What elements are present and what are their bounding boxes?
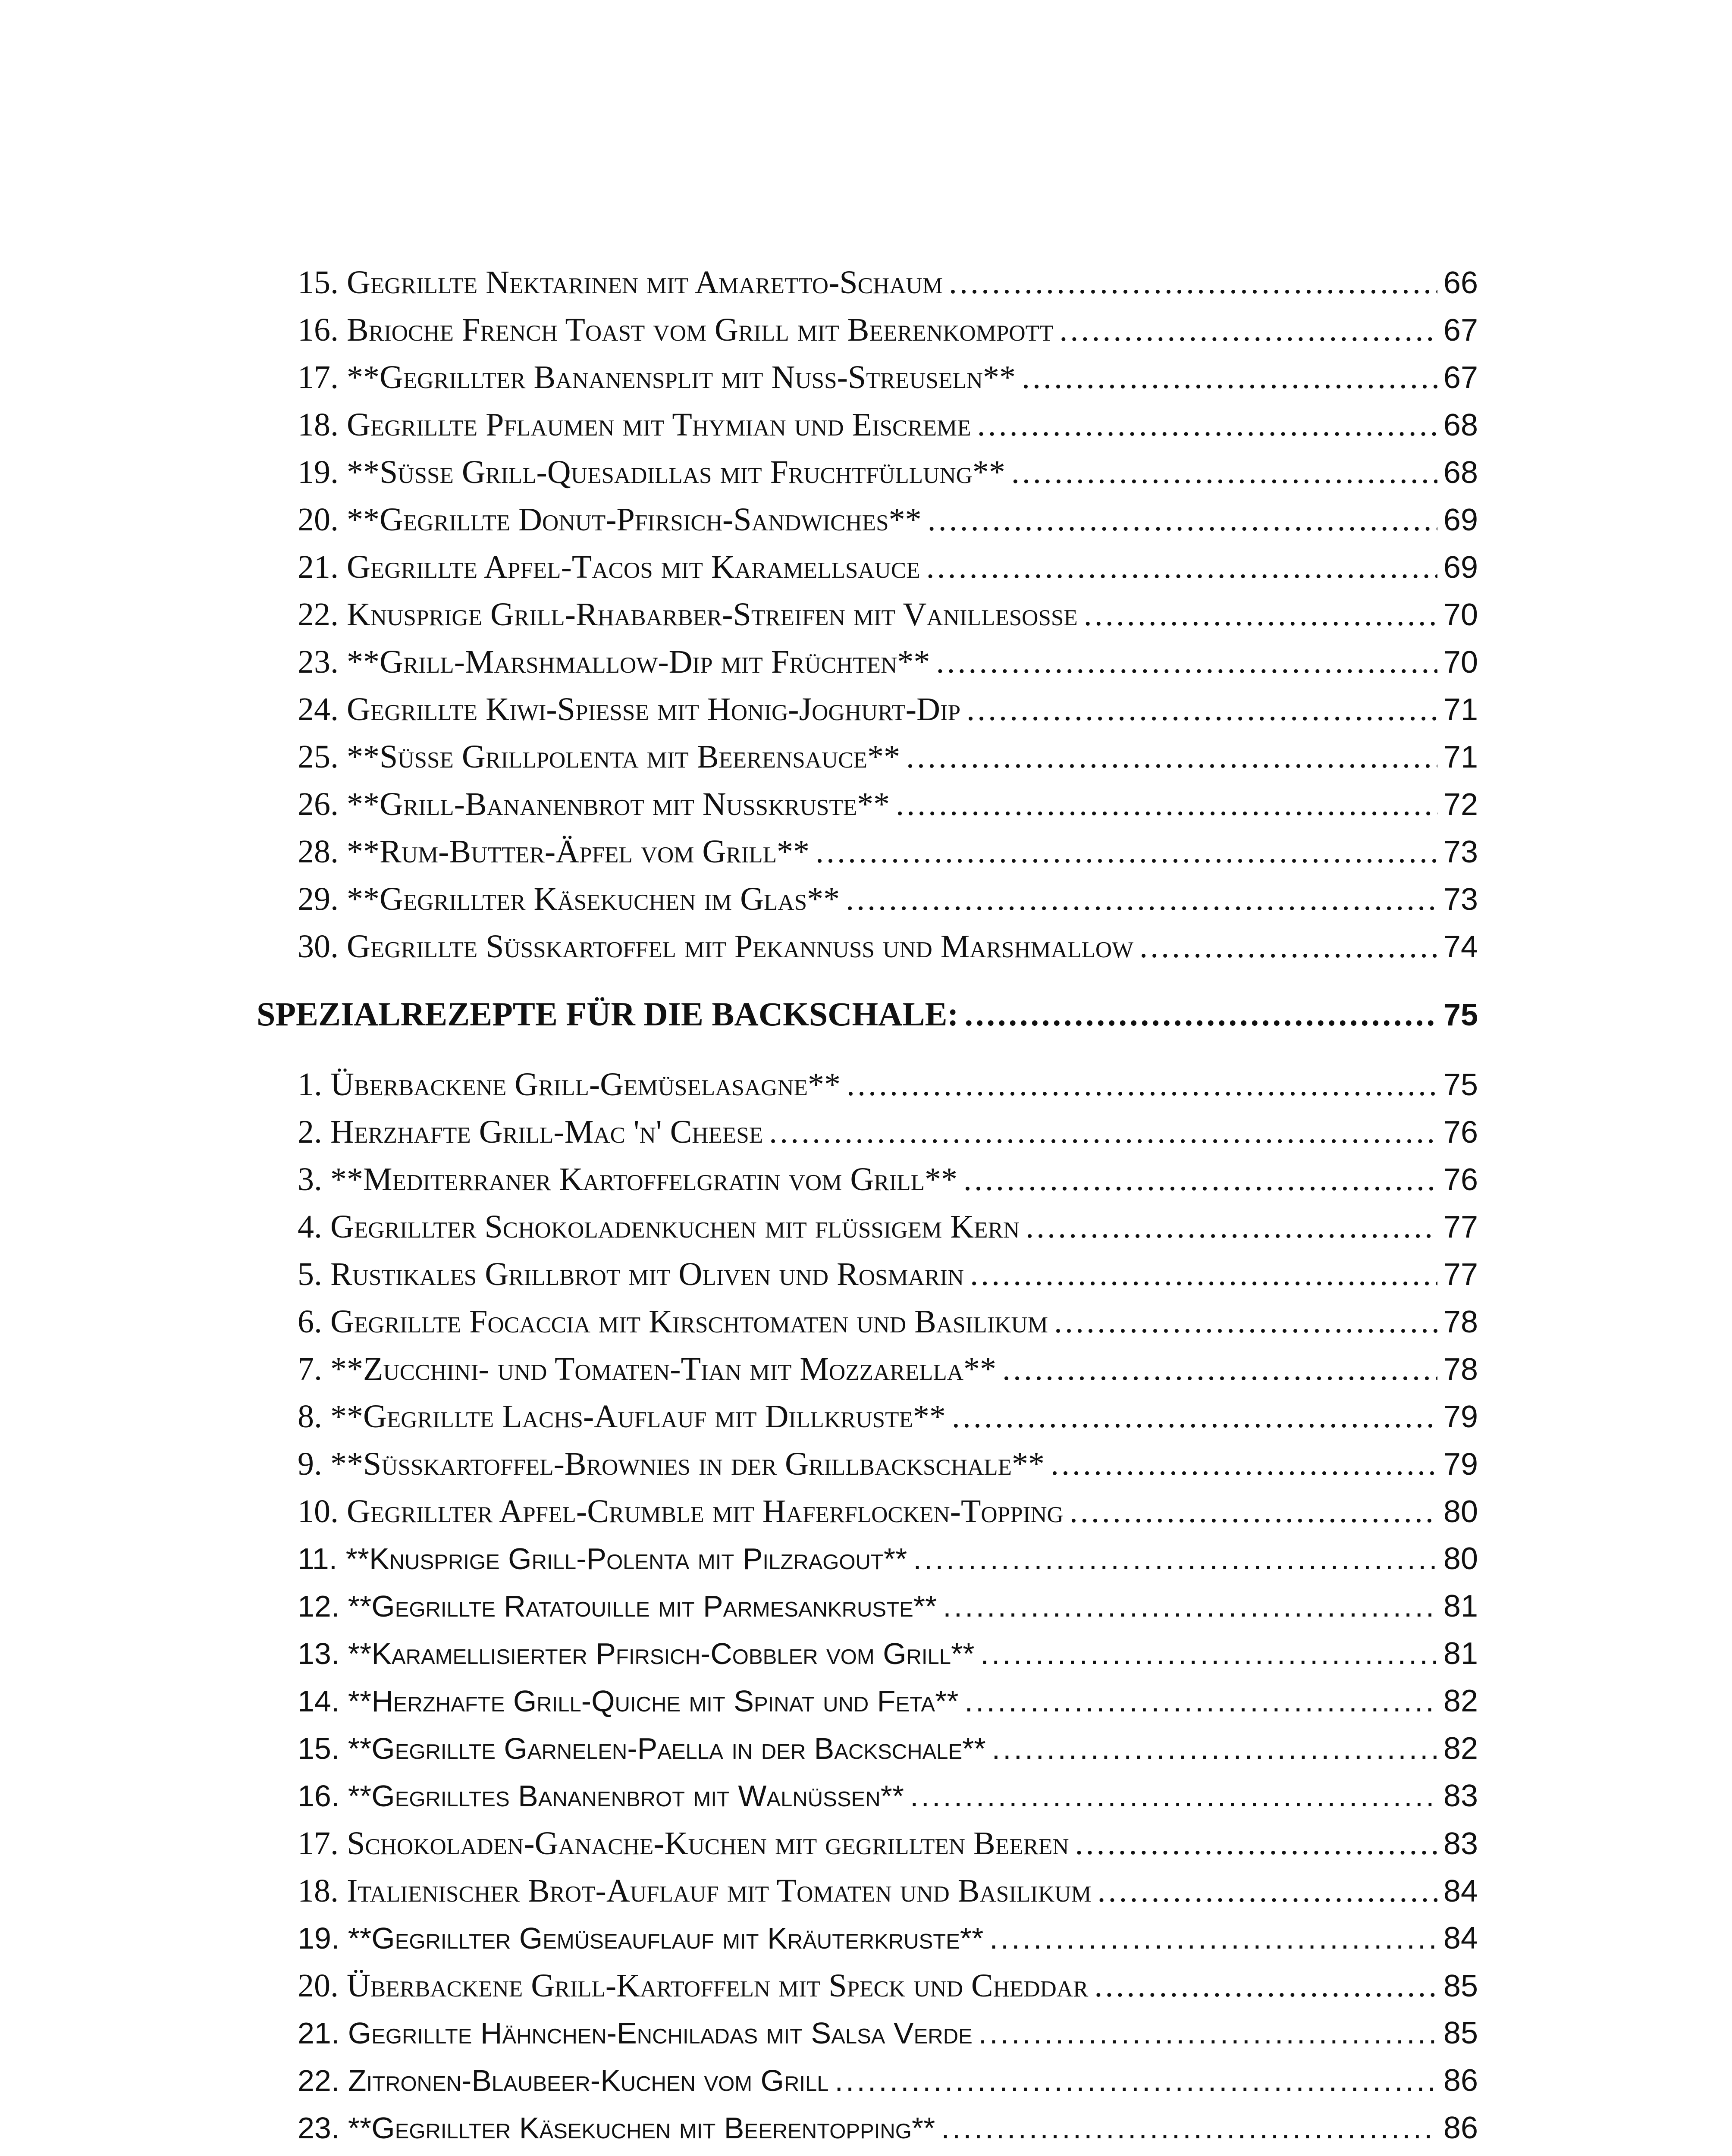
toc-entry — [298, 2106, 1478, 2150]
entry-page: 85 — [1443, 1969, 1478, 2003]
toc-entry — [298, 1774, 1478, 1818]
entry-page: 74 — [1443, 930, 1478, 964]
entry-title: 16. **Gegrilltes Bananenbrot mit Walnüssen** — [298, 1779, 904, 1813]
entry-page: 67 — [1443, 360, 1478, 395]
entry-title: 20. **Gegrillte Donut-Pfirsich-Sandwiches** — [298, 501, 922, 538]
entry-title: 1. Überbackene Grill-Gemüselasagne** — [298, 1066, 841, 1103]
entry-page: 81 — [1443, 1636, 1478, 1671]
entry-title: 2. Herzhafte Grill-Mac 'n' Cheese — [298, 1114, 763, 1150]
entry-page: 71 — [1443, 740, 1478, 774]
toc-entry — [298, 1822, 1478, 1865]
entry-title: 16. Brioche French Toast vom Grill mit Beerenkompott — [298, 312, 1054, 348]
toc-entry — [298, 2154, 1478, 2156]
entry-title — [298, 2154, 1077, 2156]
toc-entry — [298, 1158, 1478, 1201]
toc-entry — [298, 783, 1478, 826]
toc-entry — [298, 1110, 1478, 1153]
entry-title: 21. Gegrillte Hähnchen-Enchiladas mit Salsa Verde — [298, 2016, 973, 2050]
toc-entry — [298, 1395, 1478, 1438]
toc-entry — [298, 1490, 1478, 1533]
toc-entry — [298, 1869, 1478, 1912]
toc-entry — [298, 545, 1478, 589]
entry-page: 73 — [1443, 835, 1478, 869]
entry-title: 10. Gegrillter Apfel-Crumble mit Haferflocken-Topping — [298, 1493, 1064, 1529]
toc-entry — [298, 1632, 1478, 1675]
entry-title: 18. Italienischer Brot-Auflauf mit Tomaten und Basilikum — [298, 1873, 1092, 1909]
entry-page: 69 — [1443, 503, 1478, 537]
entry-page: 80 — [1443, 1495, 1478, 1529]
entry-page: 86 — [1443, 2063, 1478, 2098]
entry-page: 76 — [1443, 1115, 1478, 1150]
toc-entry — [298, 1680, 1478, 1723]
toc-entry — [298, 1964, 1478, 2007]
entry-title: 15. Gegrillte Nektarinen mit Amaretto-Schaum — [298, 264, 943, 301]
entry-title: 29. **Gegrillter Käsekuchen im Glas** — [298, 881, 840, 917]
toc-entry — [298, 640, 1478, 683]
entry-title: 9. **Süßkartoffel-Brownies in der Grillbackschale** — [298, 1446, 1045, 1482]
entry-page: 86 — [1443, 2111, 1478, 2145]
entry-title: 13. **Karamellisierter Pfirsich-Cobbler vom Grill** — [298, 1637, 975, 1670]
entry-page: 71 — [1443, 693, 1478, 727]
section-heading — [257, 990, 1478, 1038]
entry-title: 5. Rustikales Grillbrot mit Oliven und Rosmarin — [298, 1256, 964, 1292]
entry-page: 85 — [1443, 2016, 1478, 2050]
entry-page: 81 — [1443, 1589, 1478, 1623]
entry-title: 23. **Grill-Marshmallow-Dip mit Früchten** — [298, 644, 930, 680]
toc-entry — [298, 1442, 1478, 1485]
toc-entry — [298, 451, 1478, 494]
entry-title: 6. Gegrillte Focaccia mit Kirschtomaten und Basilikum — [298, 1304, 1048, 1340]
entry-title: 4. Gegrillter Schokoladenkuchen mit flüssigem Kern — [298, 1209, 1020, 1245]
toc-entry — [298, 356, 1478, 399]
entry-page: 83 — [1443, 1779, 1478, 1813]
toc-entry — [298, 261, 1478, 304]
entry-page: 75 — [1443, 1068, 1478, 1102]
entry-title: 17. **Gegrillter Bananensplit mit Nuss-Streuseln** — [298, 359, 1016, 395]
entry-page: 78 — [1443, 1305, 1478, 1339]
entry-page: 80 — [1443, 1542, 1478, 1576]
entry-title: 18. Gegrillte Pflaumen mit Thymian und Eiscreme — [298, 407, 971, 443]
toc-entry — [298, 925, 1478, 968]
entry-page: 82 — [1443, 1731, 1478, 1766]
entry-title: 14. **Herzhafte Grill-Quiche mit Spinat und Feta** — [298, 1684, 959, 1718]
toc-entry — [298, 1253, 1478, 1296]
entry-page: 67 — [1443, 313, 1478, 348]
entry-title: 17. Schokoladen-Ganache-Kuchen mit gegrillten Beeren — [298, 1825, 1069, 1861]
entry-title: 11. **Knusprige Grill-Polenta mit Pilzragout** — [298, 1542, 907, 1576]
entry-title: 20. Überbackene Grill-Kartoffeln mit Speck und Cheddar — [298, 1968, 1089, 2004]
entry-title: 24. Gegrillte Kiwi-Spieße mit Honig-Joghurt-Dip — [298, 691, 961, 727]
toc-entry — [298, 1917, 1478, 1960]
toc-entry — [298, 1537, 1478, 1580]
entry-page: 66 — [1443, 266, 1478, 300]
toc-entry — [298, 2059, 1478, 2102]
entry-page: 79 — [1443, 1447, 1478, 1482]
toc-entry — [298, 2012, 1478, 2055]
entry-title: 7. **Zucchini- und Tomaten-Tian mit Mozzarella** — [298, 1351, 996, 1387]
toc-entry — [298, 1348, 1478, 1391]
toc-entry — [298, 403, 1478, 446]
section-title: SPEZIALREZEPTE FÜR DIE BACKSCHALE: — [257, 995, 959, 1033]
toc-entry — [298, 830, 1478, 873]
toc-entry — [298, 1205, 1478, 1248]
toc-entry — [298, 1727, 1478, 1770]
entry-page: 76 — [1443, 1163, 1478, 1197]
entry-page: 83 — [1443, 1827, 1478, 1861]
toc-entry — [298, 877, 1478, 921]
entry-page: 69 — [1443, 550, 1478, 585]
entry-title: 30. Gegrillte Süßkartoffel mit Pekannuss und Marshmallow — [298, 928, 1134, 965]
toc-entry — [298, 1063, 1478, 1106]
entry-page: 68 — [1443, 455, 1478, 490]
entry-title: 19. **Süße Grill-Quesadillas mit Fruchtfüllung** — [298, 454, 1005, 490]
entry-page — [1443, 2154, 1478, 2156]
entry-title: 8. **Gegrillte Lachs-Auflauf mit Dillkruste** — [298, 1398, 946, 1435]
entry-title: 23. **Gegrillter Käsekuchen mit Beerentopping** — [298, 2111, 935, 2145]
toc-entry — [298, 593, 1478, 636]
entry-title: 25. **Süße Grillpolenta mit Beerensauce** — [298, 739, 901, 775]
toc-entry — [298, 688, 1478, 731]
entry-title: 12. **Gegrillte Ratatouille mit Parmesankruste** — [298, 1589, 937, 1623]
entry-page: 78 — [1443, 1352, 1478, 1387]
toc-entry — [298, 498, 1478, 541]
entry-title: 22. Zitronen-Blaubeer-Kuchen vom Grill — [298, 2064, 829, 2097]
entry-title: 3. **Mediterraner Kartoffelgratin vom Grill** — [298, 1161, 957, 1197]
entry-page: 77 — [1443, 1210, 1478, 1244]
entry-page: 72 — [1443, 787, 1478, 822]
entry-page: 73 — [1443, 882, 1478, 917]
entry-page: 84 — [1443, 1921, 1478, 1955]
entry-page: 84 — [1443, 1874, 1478, 1908]
toc-entry — [298, 308, 1478, 351]
toc-entry — [298, 1300, 1478, 1343]
entry-page: 68 — [1443, 408, 1478, 442]
entry-title: 21. Gegrillte Apfel-Tacos mit Karamellsauce — [298, 549, 920, 585]
entry-page: 70 — [1443, 598, 1478, 632]
section-page: 75 — [1443, 998, 1478, 1032]
entry-title: 28. **Rum-Butter-Äpfel vom Grill** — [298, 834, 810, 870]
entry-title: 22. Knusprige Grill-Rhabarber-Streifen mit Vanillesoße — [298, 596, 1078, 633]
entry-page: 77 — [1443, 1257, 1478, 1292]
entry-title: 26. **Grill-Bananenbrot mit Nusskruste** — [298, 786, 890, 822]
toc-entry — [298, 735, 1478, 778]
toc-entry — [298, 1585, 1478, 1628]
entry-title: 15. **Gegrillte Garnelen-Paella in der Backschale** — [298, 1732, 986, 1765]
entry-page: 82 — [1443, 1684, 1478, 1718]
entry-title: 19. **Gegrillter Gemüseauflauf mit Kräuterkruste** — [298, 1921, 984, 1955]
entry-page: 70 — [1443, 645, 1478, 680]
entry-page: 79 — [1443, 1400, 1478, 1434]
